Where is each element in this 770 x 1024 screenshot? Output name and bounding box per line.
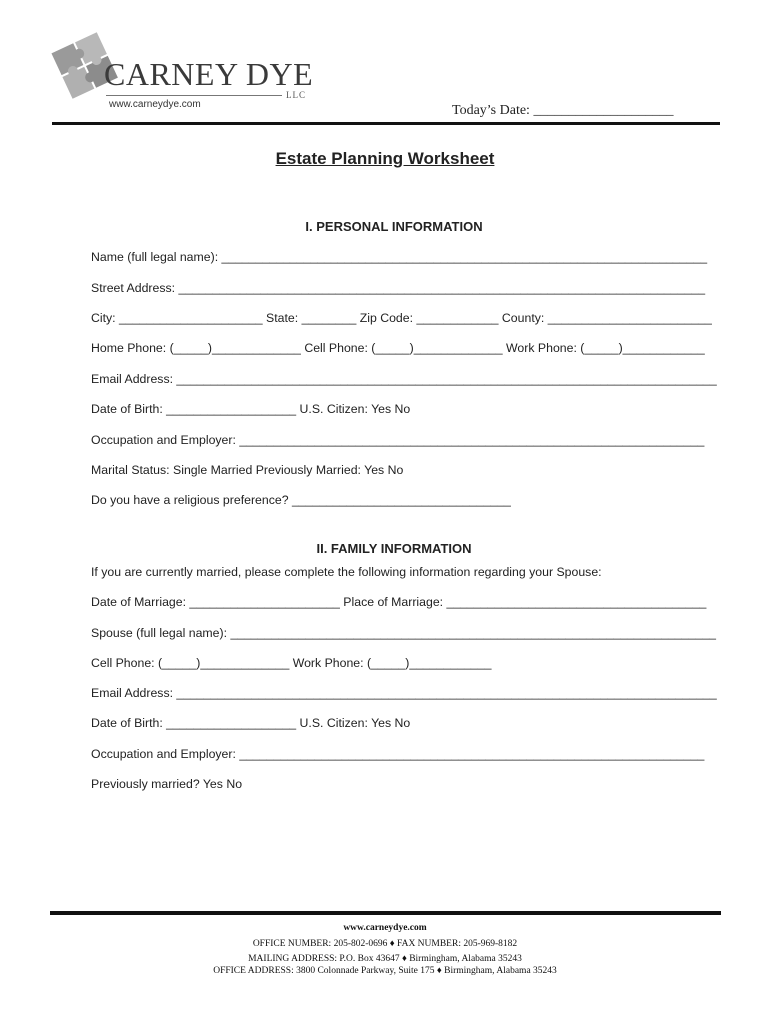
religious-preference-field[interactable]: Do you have a religious preference? ________________________________ <box>91 493 511 507</box>
spouse-email-field[interactable]: Email Address: _______________________________________________________________________________ <box>91 686 717 700</box>
spouse-previously-married-field[interactable]: Previously married? Yes No <box>91 777 243 791</box>
page-title: Estate Planning Worksheet <box>275 149 495 168</box>
street-address-field[interactable]: Street Address: _____________________________________________________________________________ <box>91 281 706 295</box>
logo-divider <box>106 95 282 96</box>
todays-date-field[interactable]: Today’s Date: ____________________ <box>452 103 674 118</box>
footer-mailing-address: MAILING ADDRESS: P.O. Box 43647 ♦ Birmingham, Alabama 35243 <box>248 954 522 964</box>
header-rule <box>52 122 720 125</box>
city-state-zip-county-field[interactable]: City: _____________________ State: ________ Zip Code: ____________ County: ________________________ <box>91 311 712 325</box>
marriage-date-place-field[interactable]: Date of Marriage: ______________________ Place of Marriage: ______________________________________ <box>91 595 707 609</box>
footer-rule <box>50 911 721 915</box>
footer-website[interactable]: www.carneydye.com <box>343 923 427 933</box>
spouse-birth-citizen-field[interactable]: Date of Birth: ___________________ U.S. Citizen: Yes No <box>91 716 411 730</box>
marital-status-field[interactable]: Marital Status: Single Married Previously Married: Yes No <box>91 463 404 477</box>
spouse-phone-field[interactable]: Cell Phone: (_____)_____________ Work Phone: (_____)____________ <box>91 656 492 670</box>
section-heading-family: II. FAMILY INFORMATION <box>316 541 472 556</box>
logo-llc: LLC <box>286 90 306 100</box>
logo-name: CARNEY DYE <box>104 56 314 92</box>
section-heading-personal: I. PERSONAL INFORMATION <box>305 219 483 234</box>
phone-numbers-field[interactable]: Home Phone: (_____)_____________ Cell Phone: (_____)_____________ Work Phone: (_____)____________ <box>91 341 705 355</box>
birth-citizen-field[interactable]: Date of Birth: ___________________ U.S. Citizen: Yes No <box>91 402 411 416</box>
spouse-name-field[interactable]: Spouse (full legal name): _______________________________________________________________________ <box>91 626 717 640</box>
occupation-field[interactable]: Occupation and Employer: ____________________________________________________________________ <box>91 433 705 447</box>
footer-phone-fax: OFFICE NUMBER: 205-802-0696 ♦ FAX NUMBER: 205-969-8182 <box>252 939 518 949</box>
footer-office-address: OFFICE ADDRESS: 3800 Colonnade Parkway, Suite 175 ♦ Birmingham, Alabama 35243 <box>213 966 557 976</box>
email-field[interactable]: Email Address: _______________________________________________________________________________ <box>91 372 717 386</box>
name-field[interactable]: Name (full legal name): _______________________________________________________________________ <box>91 250 708 264</box>
logo-url: www.carneydye.com <box>109 99 201 110</box>
spouse-occupation-field[interactable]: Occupation and Employer: ____________________________________________________________________ <box>91 747 705 761</box>
spouse-instructions: If you are currently married, please complete the following information regarding your Spouse: <box>91 565 602 579</box>
